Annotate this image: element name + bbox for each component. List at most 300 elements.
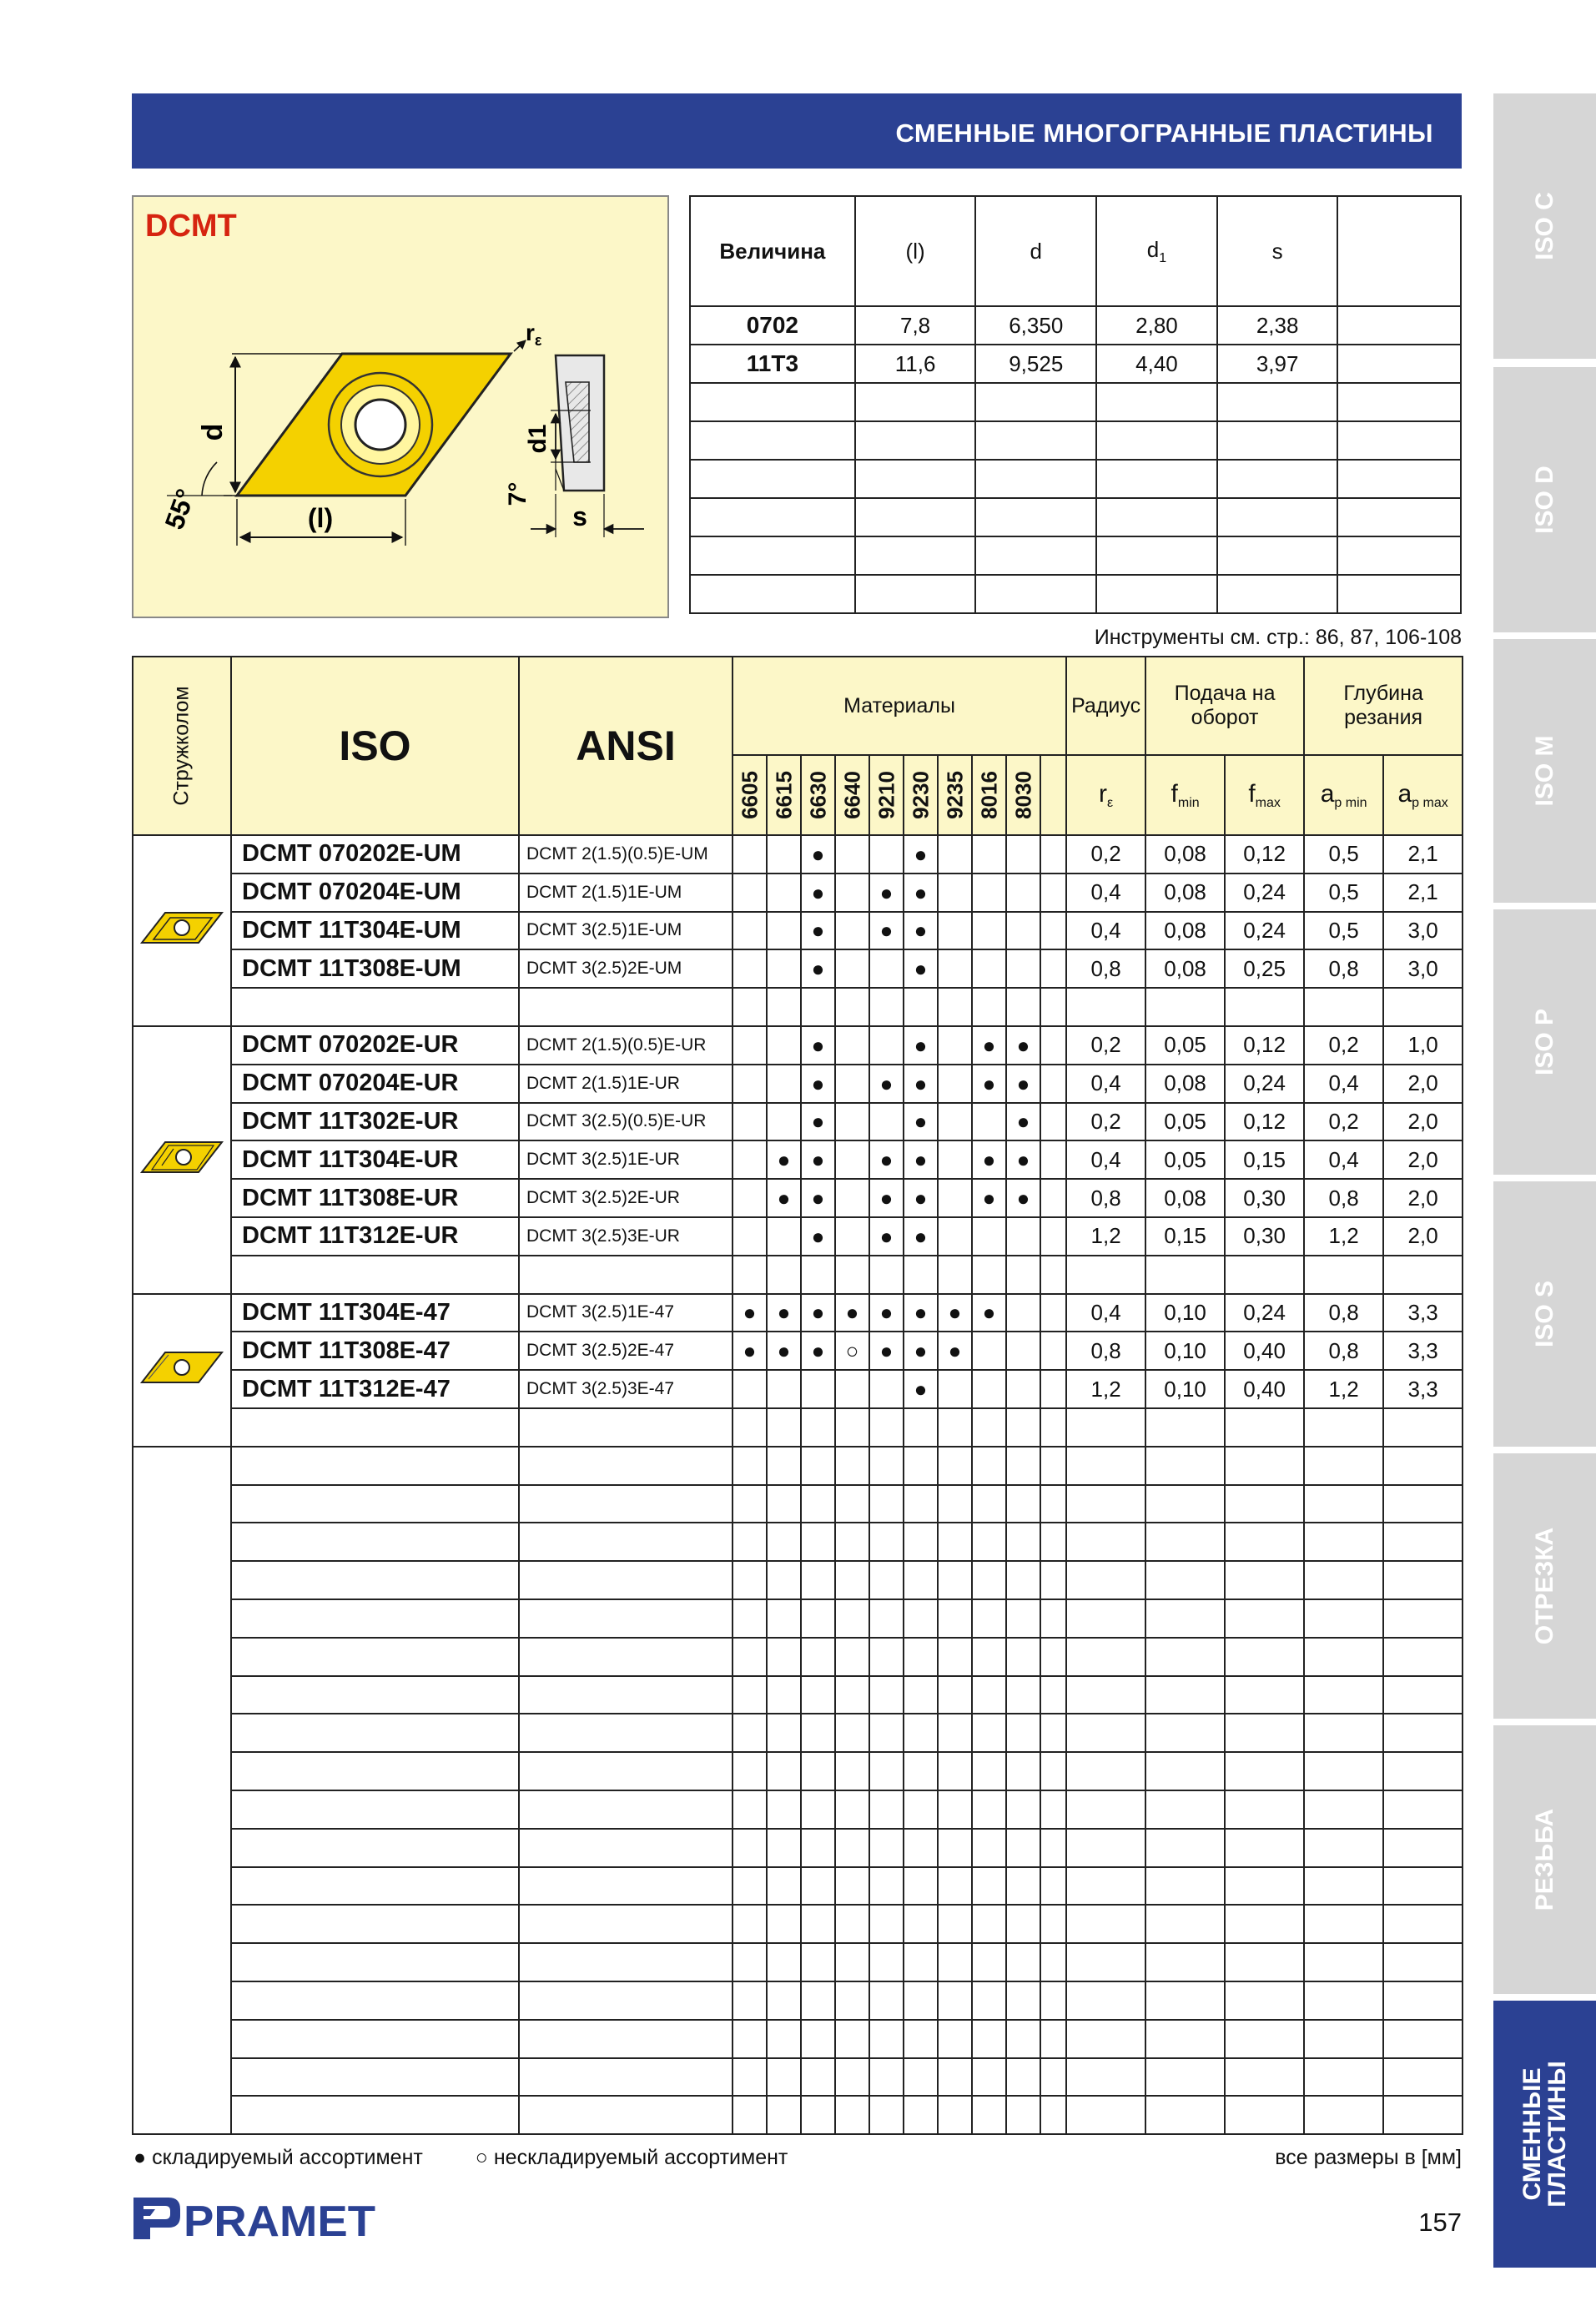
spacer-cell [1040, 1790, 1066, 1829]
iso-code: DCMT 11T304E-UM [231, 912, 519, 950]
grade-mark [972, 1905, 1006, 1943]
spacer-cell [1040, 988, 1066, 1026]
side-tab-label: ОТРЕЗКА [1530, 1527, 1558, 1645]
value-cell [1145, 1752, 1225, 1790]
grade-mark [801, 1943, 835, 1981]
grade-mark [733, 1561, 767, 1599]
table-row-empty [133, 1256, 1463, 1294]
table-row-empty [133, 988, 1463, 1026]
table-row-empty [133, 1561, 1463, 1599]
grade-mark [835, 1140, 869, 1179]
value-cell: 3,3 [1383, 1294, 1463, 1332]
value-cell [1225, 1867, 1304, 1906]
grade-mark: ● [904, 1370, 938, 1408]
grade-mark [801, 1752, 835, 1790]
grade-mark [869, 1981, 904, 2020]
grade-mark [972, 1485, 1006, 1523]
value-cell [1383, 1256, 1463, 1294]
ansi-code-empty [519, 1943, 733, 1981]
table-row-empty [133, 1408, 1463, 1447]
grade-mark [767, 1065, 801, 1103]
value-cell: 1,2 [1304, 1370, 1383, 1408]
iso-code: DCMT 11T308E-47 [231, 1332, 519, 1370]
iso-code: DCMT 070204E-UR [231, 1065, 519, 1103]
grade-mark [733, 1065, 767, 1103]
grade-mark [733, 1752, 767, 1790]
grade-mark [801, 2058, 835, 2097]
ansi-code: DCMT 3(2.5)1E-47 [519, 1294, 733, 1332]
grade-mark [938, 1790, 972, 1829]
spacer-cell [1040, 1065, 1066, 1103]
value-cell [1225, 1599, 1304, 1638]
grade-mark [972, 2020, 1006, 2058]
value-cell [1145, 1485, 1225, 1523]
dimension-header: s [1217, 196, 1338, 306]
grade-mark [972, 1447, 1006, 1485]
dimension-cell [855, 383, 976, 421]
grade-9235: 9235 [938, 755, 972, 835]
grade-mark [972, 1370, 1006, 1408]
grade-mark [938, 1408, 972, 1447]
value-cell [1225, 1905, 1304, 1943]
iso-code-empty [231, 1829, 519, 1867]
value-cell [1225, 2020, 1304, 2058]
table-row-empty [133, 1676, 1463, 1714]
grade-mark: ● [801, 1217, 835, 1256]
grade-mark [972, 1829, 1006, 1867]
grade-mark [938, 1752, 972, 1790]
value-cell [1066, 1714, 1145, 1752]
iso-code-empty [231, 1676, 519, 1714]
iso-code-empty [231, 1752, 519, 1790]
grade-mark [767, 1561, 801, 1599]
grade-mark [972, 1103, 1006, 1141]
grade-mark [733, 835, 767, 874]
side-tab-3[interactable] [1493, 639, 1596, 903]
chipbreaker-cell [133, 1294, 231, 1447]
spacer-cell [1040, 1140, 1066, 1179]
grade-mark [904, 1752, 938, 1790]
ansi-code-empty [519, 1638, 733, 1676]
feed-header: Подача на оборот [1145, 657, 1304, 755]
apmin-symbol: $a_{p min}$ [1304, 755, 1383, 835]
grade-mark [1006, 1867, 1040, 1906]
grade-mark: ● [767, 1294, 801, 1332]
ansi-code-empty [519, 1752, 733, 1790]
ansi-code-empty [519, 2020, 733, 2058]
dimension-cell [975, 536, 1096, 575]
dimension-cell [855, 575, 976, 613]
grade-mark [767, 1026, 801, 1065]
grade-mark: ● [904, 1140, 938, 1179]
grade-8016: 8016 [972, 755, 1006, 835]
dimension-header: Величина [690, 196, 855, 306]
value-cell [1304, 1867, 1383, 1906]
value-cell [1066, 1905, 1145, 1943]
chipbreaker-cell [133, 1447, 231, 2134]
value-cell: 2,0 [1383, 1065, 1463, 1103]
grade-mark [869, 1408, 904, 1447]
value-cell: 0,2 [1066, 1103, 1145, 1141]
grade-mark [938, 1905, 972, 1943]
grade-mark [835, 1179, 869, 1217]
value-cell [1066, 1599, 1145, 1638]
value-cell: 0,24 [1225, 874, 1304, 912]
table-row-empty [133, 1943, 1463, 1981]
grade-mark [767, 949, 801, 988]
grade-mark [733, 1485, 767, 1523]
grade-mark [835, 1447, 869, 1485]
grade-mark [904, 2058, 938, 2097]
grade-mark [938, 1065, 972, 1103]
grade-mark [1006, 1714, 1040, 1752]
iso-code: DCMT 070202E-UR [231, 1026, 519, 1065]
grade-mark [1006, 1752, 1040, 1790]
value-cell [1304, 1447, 1383, 1485]
grade-mark [1006, 1676, 1040, 1714]
table-row-empty [133, 1485, 1463, 1523]
side-tab-5[interactable] [1493, 1181, 1596, 1447]
value-cell [1066, 1638, 1145, 1676]
iso-header: ISO [231, 657, 519, 835]
grade-mark [835, 912, 869, 950]
table-row [133, 835, 1463, 874]
grade-mark [1006, 1523, 1040, 1561]
side-tab-label: СМЕННЫЕ ПЛАСТИНЫ [1518, 2061, 1571, 2208]
dimension-cell: 4,40 [1096, 345, 1217, 383]
value-cell [1383, 1752, 1463, 1790]
grade-mark [835, 2058, 869, 2097]
spacer-cell [1040, 2096, 1066, 2134]
dimension-cell [855, 498, 976, 536]
grade-mark [938, 2020, 972, 2058]
grade-mark [733, 2096, 767, 2134]
value-cell: 0,40 [1225, 1332, 1304, 1370]
value-cell: 0,10 [1145, 1294, 1225, 1332]
dimension-row [690, 345, 1461, 383]
grade-mark [733, 1905, 767, 1943]
ansi-header: ANSI [519, 657, 733, 835]
brand-name: PRAMET [184, 2198, 376, 2244]
dimension-cell [1337, 536, 1461, 575]
grade-mark [1006, 1829, 1040, 1867]
value-cell [1304, 2096, 1383, 2134]
value-cell [1066, 2096, 1145, 2134]
dimension-header: d [975, 196, 1096, 306]
value-cell [1383, 1638, 1463, 1676]
grade-mark: ● [801, 1294, 835, 1332]
value-cell [1066, 988, 1145, 1026]
ansi-code: DCMT 2(1.5)1E-UR [519, 1065, 733, 1103]
grade-mark [1006, 1981, 1040, 2020]
grade-mark [869, 1026, 904, 1065]
side-tab-7[interactable] [1493, 1725, 1596, 1994]
table-row-empty [133, 1790, 1463, 1829]
value-cell [1304, 1638, 1383, 1676]
ansi-code-empty [519, 1981, 733, 2020]
value-cell [1066, 1829, 1145, 1867]
grade-mark [1006, 1370, 1040, 1408]
value-cell [1145, 1638, 1225, 1676]
grade-mark [869, 1905, 904, 1943]
spacer-cell [1040, 1561, 1066, 1599]
table-row-empty [133, 1714, 1463, 1752]
dimension-row [690, 421, 1461, 460]
dimension-cell: 3,97 [1217, 345, 1338, 383]
grade-6605: 6605 [733, 755, 767, 835]
grade-mark [1006, 988, 1040, 1026]
dimension-cell [1217, 575, 1338, 613]
grade-mark [733, 1714, 767, 1752]
value-cell: 0,12 [1225, 1026, 1304, 1065]
grade-mark [1006, 1447, 1040, 1485]
grade-mark [801, 1829, 835, 1867]
value-cell [1066, 1523, 1145, 1561]
grade-mark [767, 1676, 801, 1714]
grade-mark: ● [904, 1217, 938, 1256]
grade-mark [733, 1217, 767, 1256]
grade-mark [938, 1447, 972, 1485]
grade-6640: 6640 [835, 755, 869, 835]
insert-diagram [133, 197, 667, 614]
value-cell: 1,2 [1066, 1217, 1145, 1256]
side-tab-8[interactable] [1493, 2001, 1596, 2268]
grade-mark [1006, 1408, 1040, 1447]
ansi-code: DCMT 3(2.5)3E-UR [519, 1217, 733, 1256]
grade-mark: ● [1006, 1140, 1040, 1179]
value-cell [1066, 1561, 1145, 1599]
iso-code-empty [231, 1714, 519, 1752]
iso-code: DCMT 11T304E-47 [231, 1294, 519, 1332]
grade-mark [1006, 874, 1040, 912]
value-cell [1066, 1256, 1145, 1294]
value-cell [1304, 1485, 1383, 1523]
grade-mark [835, 2020, 869, 2058]
grade-mark [904, 1408, 938, 1447]
value-cell: 2,1 [1383, 835, 1463, 874]
grade-mark [869, 2058, 904, 2097]
grade-6615: 6615 [767, 755, 801, 835]
dimension-cell [855, 460, 976, 498]
table-row-empty [133, 1981, 1463, 2020]
label-l: (l) [307, 503, 334, 533]
dimension-cell [975, 421, 1096, 460]
value-cell [1145, 1905, 1225, 1943]
grade-mark: ● [733, 1294, 767, 1332]
value-cell: 2,1 [1383, 874, 1463, 912]
value-cell: 0,5 [1304, 874, 1383, 912]
dimension-header: $d_1$ [1096, 196, 1217, 306]
grade-mark [904, 1905, 938, 1943]
grade-mark [938, 2096, 972, 2134]
grade-mark [904, 1829, 938, 1867]
dimension-cell [1217, 421, 1338, 460]
grade-8030: 8030 [1006, 755, 1040, 835]
grade-mark [733, 1447, 767, 1485]
grade-mark: ● [1006, 1026, 1040, 1065]
chipbreaker-insert-icon [137, 906, 227, 949]
value-cell [1066, 1790, 1145, 1829]
value-cell [1304, 1905, 1383, 1943]
page-title: СМЕННЫЕ МНОГОГРАННЫЕ ПЛАСТИНЫ [895, 118, 1433, 148]
value-cell: 0,08 [1145, 1065, 1225, 1103]
grade-mark: ● [904, 912, 938, 950]
grade-mark [972, 1981, 1006, 2020]
grade-mark [801, 1523, 835, 1561]
grade-mark [904, 1485, 938, 1523]
value-cell [1225, 1447, 1304, 1485]
spacer-cell [1040, 1408, 1066, 1447]
value-cell [1225, 1523, 1304, 1561]
value-cell [1304, 2058, 1383, 2097]
value-cell: 1,2 [1304, 1217, 1383, 1256]
spacer-cell [1040, 912, 1066, 950]
value-cell [1145, 1676, 1225, 1714]
grade-mark [835, 1829, 869, 1867]
spacer-cell [1040, 1943, 1066, 1981]
insert-drawing-panel [132, 195, 669, 618]
grade-mark [869, 1370, 904, 1408]
value-cell: 1,0 [1383, 1026, 1463, 1065]
grade-mark [767, 1638, 801, 1676]
grade-mark: ● [869, 1332, 904, 1370]
side-tab-2[interactable] [1493, 367, 1596, 632]
insert-name: DCMT [145, 209, 237, 244]
value-cell [1383, 988, 1463, 1026]
value-cell: 0,08 [1145, 874, 1225, 912]
value-cell [1383, 1561, 1463, 1599]
grade-mark: ● [972, 1026, 1006, 1065]
value-cell: 0,5 [1304, 912, 1383, 950]
ansi-code-empty [519, 1905, 733, 1943]
grade-mark [904, 1256, 938, 1294]
iso-code: DCMT 11T312E-UR [231, 1217, 519, 1256]
grade-mark [972, 1217, 1006, 1256]
iso-code-empty [231, 1523, 519, 1561]
dimension-row [690, 575, 1461, 613]
value-cell [1304, 1256, 1383, 1294]
value-cell [1145, 988, 1225, 1026]
grade-mark [972, 1256, 1006, 1294]
grade-mark [972, 912, 1006, 950]
grade-mark [767, 912, 801, 950]
grade-mark [801, 1676, 835, 1714]
value-cell [1066, 1676, 1145, 1714]
dimension-cell [690, 536, 855, 575]
label-relief: 7° [504, 481, 531, 506]
iso-code-empty [231, 1638, 519, 1676]
grade-mark: ● [801, 1332, 835, 1370]
dimension-header-row [690, 196, 1461, 306]
grade-mark [835, 1714, 869, 1752]
grade-mark [835, 1523, 869, 1561]
value-cell [1145, 2020, 1225, 2058]
value-cell: 0,08 [1145, 835, 1225, 874]
value-cell [1383, 1867, 1463, 1906]
dimension-cell [1217, 498, 1338, 536]
grade-mark [938, 1256, 972, 1294]
value-cell [1383, 1485, 1463, 1523]
dimension-cell [1096, 498, 1217, 536]
spacer-cell [1040, 1447, 1066, 1485]
dimension-cell [1096, 383, 1217, 421]
grade-mark [801, 1485, 835, 1523]
grade-mark [835, 1638, 869, 1676]
grade-mark [938, 1026, 972, 1065]
value-cell [1145, 1714, 1225, 1752]
table-row [133, 949, 1463, 988]
iso-code-empty [231, 1905, 519, 1943]
dimension-cell [975, 498, 1096, 536]
grade-mark [835, 1408, 869, 1447]
table-row-empty [133, 2020, 1463, 2058]
iso-code-empty [231, 1599, 519, 1638]
ansi-code: DCMT 2(1.5)(0.5)E-UM [519, 835, 733, 874]
grade-mark [972, 1676, 1006, 1714]
iso-code-empty [231, 2020, 519, 2058]
side-tab-4[interactable] [1493, 909, 1596, 1175]
side-tab-6[interactable] [1493, 1453, 1596, 1719]
grade-mark [733, 949, 767, 988]
grade-mark [972, 988, 1006, 1026]
grade-mark [801, 1638, 835, 1676]
value-cell: 1,2 [1066, 1370, 1145, 1408]
grade-mark [733, 912, 767, 950]
ansi-code-empty [519, 1485, 733, 1523]
grade-mark [938, 1217, 972, 1256]
value-cell: 0,24 [1225, 1065, 1304, 1103]
value-cell: 2,0 [1383, 1217, 1463, 1256]
grade-mark [904, 988, 938, 1026]
grade-mark: ● [1006, 1103, 1040, 1141]
grade-mark [1006, 1599, 1040, 1638]
grade-mark: ● [869, 874, 904, 912]
value-cell: 0,08 [1145, 912, 1225, 950]
ansi-code: DCMT 3(2.5)2E-47 [519, 1332, 733, 1370]
value-cell [1383, 1981, 1463, 2020]
grade-mark [767, 874, 801, 912]
value-cell: 0,8 [1304, 1179, 1383, 1217]
value-cell: 0,2 [1304, 1026, 1383, 1065]
value-cell: 0,8 [1066, 1179, 1145, 1217]
label-s: s [572, 501, 587, 531]
chipbreaker-cell [133, 835, 231, 1026]
table-row [133, 1332, 1463, 1370]
grade-mark [904, 1599, 938, 1638]
value-cell [1066, 1485, 1145, 1523]
iso-code: DCMT 11T308E-UM [231, 949, 519, 988]
grade-mark [801, 1599, 835, 1638]
grade-6630: 6630 [801, 755, 835, 835]
value-cell [1225, 1638, 1304, 1676]
grade-mark [835, 1905, 869, 1943]
materials-header: Материалы [733, 657, 1066, 755]
grade-mark [904, 1561, 938, 1599]
side-tab-1[interactable] [1493, 93, 1596, 359]
grade-mark [733, 1867, 767, 1906]
grade-mark: ● [767, 1332, 801, 1370]
spacer-cell [1040, 1370, 1066, 1408]
grade-mark [972, 1752, 1006, 1790]
table-row-empty [133, 1867, 1463, 1906]
grade-mark [767, 1523, 801, 1561]
grade-mark: ● [801, 1103, 835, 1141]
value-cell: 0,5 [1304, 835, 1383, 874]
grade-mark: ● [869, 1065, 904, 1103]
grade-mark [938, 874, 972, 912]
grade-mark: ● [904, 949, 938, 988]
iso-code: DCMT 11T312E-47 [231, 1370, 519, 1408]
